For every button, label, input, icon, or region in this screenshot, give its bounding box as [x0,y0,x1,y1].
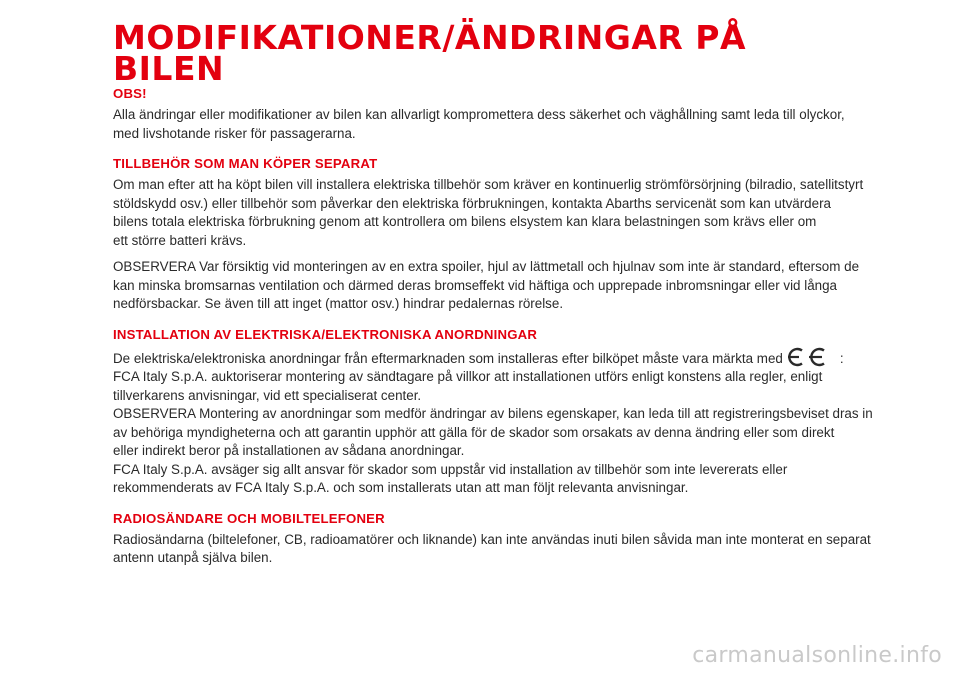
electrical-ce-colon: : [839,350,844,366]
radio-line: Radiosändarna (biltelefoner, CB, radioamatörer och liknande) kan inte användas inuti bilen såvida man inte monterat en separat [113,531,871,547]
electrical-line: OBSERVERA Montering av anordningar som medför ändringar av bilens egenskaper, kan leda till att registreringsbeviset dras in [113,406,873,421]
accessories-paragraph-2 [113,258,913,314]
accessories-line: Om man efter att ha köpt bilen vill installera elektriska tillbehör som kräver en kontinuerlig strömförsörjning (bilradio, satellitstyrt [113,177,864,192]
electrical-ce-text: De elektriska/elektroniska anordningar från eftermarknaden som installeras efter bilköpet måste vara märkta med [113,350,783,366]
page-title [113,18,913,88]
electrical-line: eller indirekt beror på installationen av sådana anordningar. [113,443,465,458]
obs-line: Alla ändringar eller modifikationer av bilen kan allvarligt kompromettera dess säkerhet och väghållning samt leda till olyckor, [113,107,845,122]
electrical-paragraph [113,347,913,498]
obs-heading: OBS! [113,86,147,101]
electrical-line: FCA Italy S.p.A. auktoriserar montering av sändtagare på villkor att installationen utförs enligt konstens alla regler, enligt [113,369,823,384]
obs-paragraph [113,106,913,143]
accessories-heading: TILLBEHÖR SOM MAN KÖPER SEPARAT [113,156,378,171]
ce-mark-icon [784,347,838,367]
accessories-line: ett större batteri krävs. [113,232,247,248]
accessories-line: kan minska bromsarnas ventilation och därmed deras bromseffekt vid häftiga och upprepade inbromsningar eller vid långa [113,277,837,293]
electrical-line: av behöriga myndigheterna och att garantin upphör att gälla för de skador som orsakats av denna ändring eller som direkt [113,424,835,440]
page-title-line-2: BILEN [113,49,225,88]
page-title-line-1: MODIFIKATIONER/ÄNDRINGAR PÅ [113,18,747,57]
electrical-line: FCA Italy S.p.A. avsäger sig allt ansvar för skador som uppstår vid installation av tillbehör som inte levererats eller [113,461,788,477]
electrical-line: rekommenderats av FCA Italy S.p.A. och som installerats utan att man följt relevanta anvisningar. [113,480,689,495]
obs-line: med livshotande risker för passagerarna. [113,125,356,141]
watermark: carmanualsonline.info [692,643,942,668]
accessories-line: OBSERVERA Var försiktig vid monteringen av en extra spoiler, hjul av lättmetall och hjulnav som inte är standard, eftersom de [113,259,860,274]
radio-paragraph [113,531,913,568]
radio-heading: RADIOSÄNDARE OCH MOBILTELEFONER [113,510,385,526]
accessories-line: nedförsbackar. Se även till att inget (mattor osv.) hindrar pedalernas rörelse. [113,296,564,311]
electrical-heading: INSTALLATION AV ELEKTRISKA/ELEKTRONISKA ANORDNINGAR [113,326,538,342]
electrical-line-ce [113,347,913,369]
accessories-line: stöldskydd osv.) eller tillbehör som påverkar den elektriska förbrukningen, kontakta Abarths servicenät som kan utvärdera [113,195,831,211]
radio-line: antenn utanpå själva bilen. [113,550,273,565]
electrical-line: tillverkarens anvisningar, vid ett specialiserat center. [113,387,422,403]
accessories-paragraph-1 [113,176,913,250]
accessories-line: bilens totala elektriska förbrukning genom att kontrollera om bilens elsystem kan klara belastningen som krävs eller om [113,214,817,229]
manual-page [113,18,913,568]
